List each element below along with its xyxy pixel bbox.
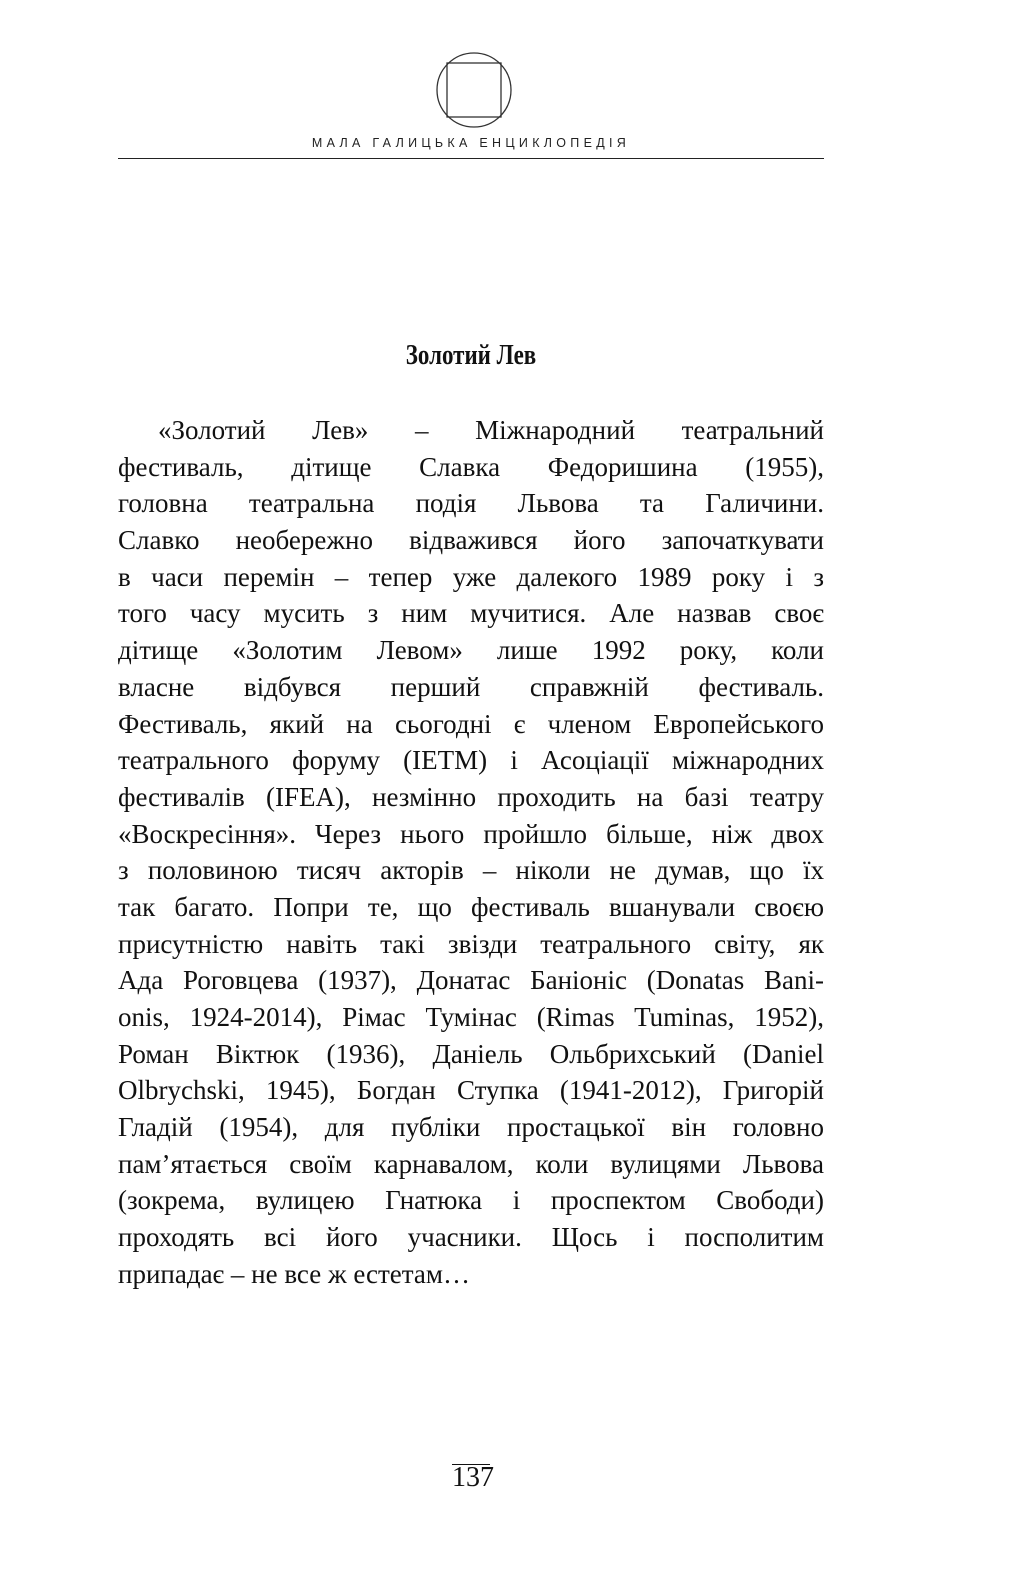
- body-line: Olbrychski, 1945), Богдан Ступка (1941-2012), Григорій: [118, 1075, 824, 1106]
- header-rule: [118, 158, 824, 159]
- body-line: власне відбувся перший справжній фестиваль.: [118, 671, 824, 702]
- body-line: Ада Роговцева (1937), Донатас Баніоніс (Donatas Bani-: [118, 965, 824, 996]
- body-line: фестиваль, дітище Славка Федоришина (1955),: [118, 451, 824, 482]
- body-line: (зокрема, вулицею Гнатюка і проспектом Свободи): [118, 1185, 824, 1216]
- body-line: «Золотий Лев» – Міжнародний театральний: [158, 415, 824, 445]
- body-line: Славко необережно відважився його започаткувати: [118, 525, 824, 556]
- body-line: головна театральна подія Львова та Галичини.: [118, 488, 824, 519]
- body-line: з половиною тисяч акторів – ніколи не думав, що їх: [118, 855, 824, 886]
- body-line: театрального форуму (IETM) і Асоціації міжнародних: [118, 745, 824, 776]
- body-line: фестивалів (IFEA), незмінно проходить на базі театру: [118, 781, 824, 812]
- body-line: Фестиваль, який на сьогодні є членом Европейського: [118, 708, 824, 739]
- article-title: Золотий Лев: [405, 340, 537, 371]
- body-line: присутністю навіть такі звізди театрального світу, як: [118, 928, 824, 959]
- body-line: onis, 1924-2014), Рімас Тумінас (Rimas Tuminas, 1952),: [118, 1002, 824, 1032]
- body-line: припадає – не все ж естетам…: [118, 1258, 470, 1289]
- running-header: МАЛА ГАЛИЦЬКА ЕНЦИКЛОПЕДІЯ: [311, 136, 631, 150]
- body-line: Роман Віктюк (1936), Даніель Ольбрихський (Daniel: [118, 1038, 824, 1069]
- body-line: «Воскресіння». Через нього пройшло більше, ніж двох: [118, 818, 824, 849]
- body-line: дітище «Золотим Левом» лише 1992 року, коли: [118, 635, 824, 666]
- body-line: пам’ятається своїм карнавалом, коли вулицями Львова: [118, 1148, 824, 1179]
- page-number: 137: [452, 1462, 494, 1493]
- body-line: проходять всі його учасники. Щось і посполитим: [118, 1222, 824, 1253]
- body-line: Гладій (1954), для публіки простацької він головно: [118, 1112, 824, 1143]
- encyclopedia-logo-icon: [434, 50, 514, 130]
- article-body: [118, 412, 824, 1293]
- body-line: в часи перемін – тепер уже далекого 1989 року і з: [118, 561, 824, 592]
- body-line: того часу мусить з ним мучитися. Але назвав своє: [118, 598, 824, 629]
- body-line: так багато. Попри те, що фестиваль вшанували своєю: [118, 891, 824, 922]
